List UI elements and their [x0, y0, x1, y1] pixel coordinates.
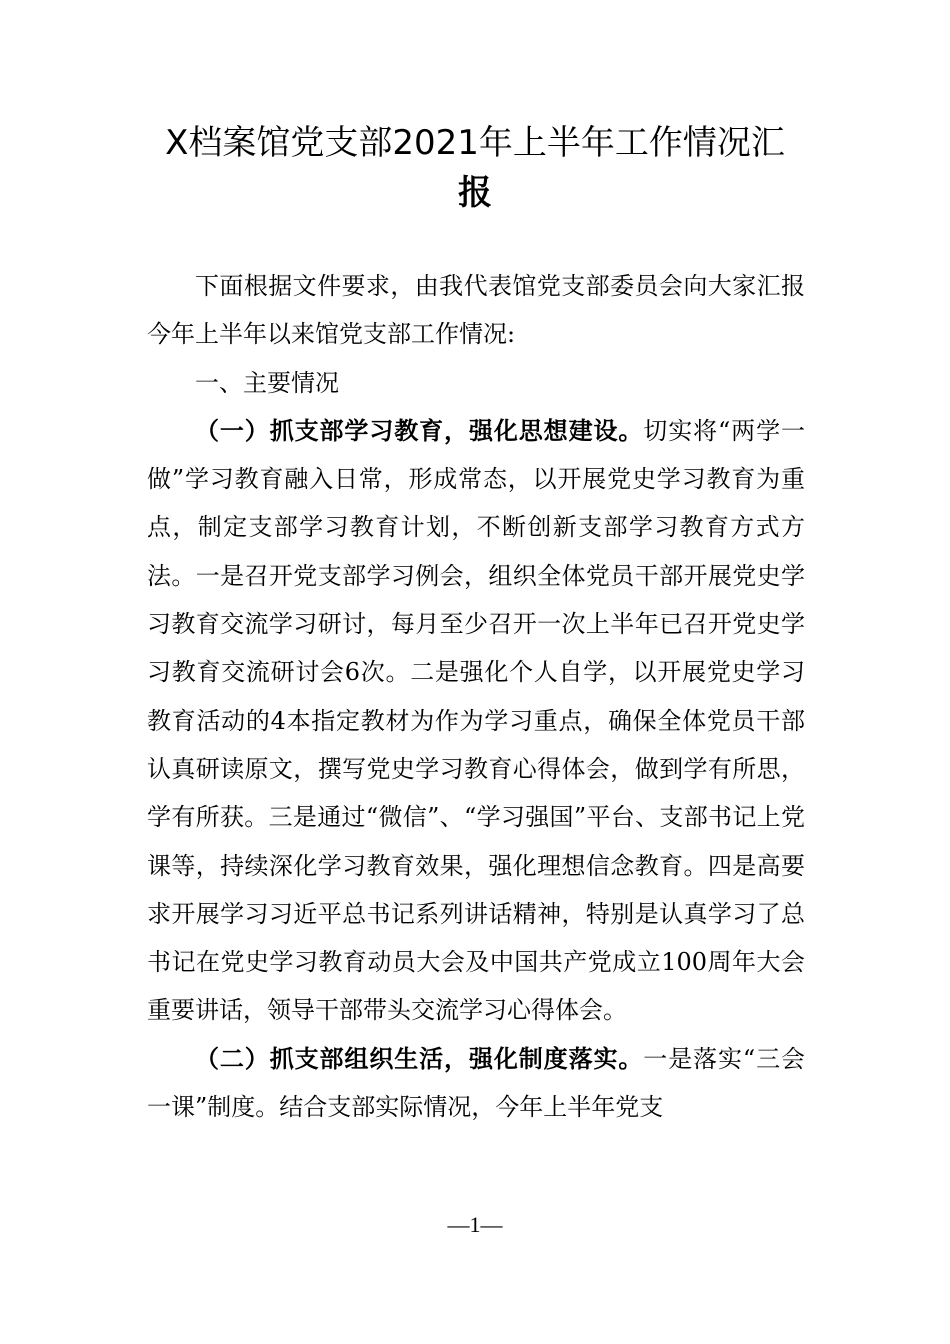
subsection-1-paragraph — [147, 407, 805, 1035]
intro-paragraph: 下面根据文件要求，由我代表馆党支部委员会向大家汇报今年上半年以来馆党支部工作情况: — [147, 272, 805, 349]
subsection-1-heading: （一）抓支部学习教育，强化思想建设。 — [195, 415, 644, 445]
title-line-2: 报 — [458, 173, 492, 213]
subsection-1-text: 切实将“两学一做”学习教育融入日常，形成常态，以开展党史学习教育为重点，制定支部学习教育计划，不断创新支部学习教育方式方法。一是召开党支部学习例会，组织全体党员干部开展党史学习教育交流学习研讨，每月至少召开一次上半年已召开党史学习教育交流研讨会6次。二是强化个人自学，以开展党史学习教育活动的4本指定教材为作为学习重点，确保全体党员干部认真研读原文，撰写党史学习教育心得体会，做到学有所思，学有所获。三是通过“微信”、“学习强国”平台、支部书记上党课等，持续深化学习教育效果，强化理想信念教育。四是高要求开展学习习近平总书记系列讲话精神，特别是认真学习了总书记在党史学习教育动员大会及中国共产党成立100周年大会重要讲话，领导干部带头交流学习心得体会。 — [147, 416, 805, 1025]
section-heading-1: 一、主要情况 — [195, 368, 339, 397]
subsection-2-heading: （二）抓支部组织生活，强化制度落实。 — [195, 1043, 644, 1073]
document-body — [147, 262, 805, 1131]
title-line-1: X档案馆党支部2021年上半年工作情况汇 — [165, 123, 785, 163]
subsection-2-text: 一是落实“三会一课”制度。结合支部实际情况，今年上半年党支 — [147, 1044, 805, 1122]
document-title — [140, 118, 810, 218]
page-number: —1— — [447, 1212, 503, 1237]
subsection-2-paragraph — [147, 1035, 805, 1132]
